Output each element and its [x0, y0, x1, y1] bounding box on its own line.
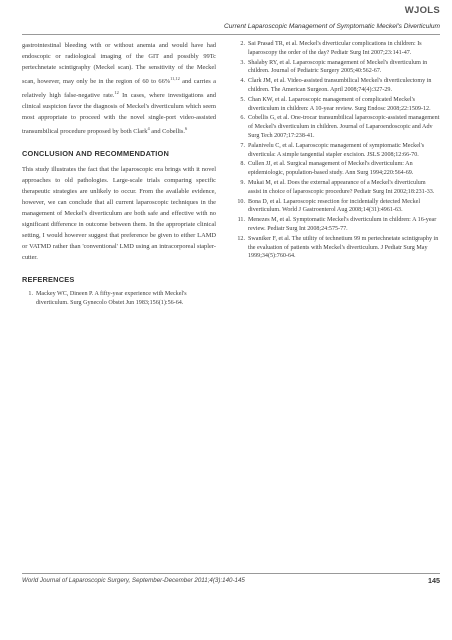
reference-item: 3. Shalaby RY, et al. Laparoscopic management of Meckel's diverticulum in children. Journal of Pediatric Surgery 2005;40:562-67. — [240, 59, 428, 75]
left-column — [22, 40, 216, 309]
journal-logo: WJOLS — [404, 5, 440, 16]
intro-paragraph: gastrointestinal bleeding with or without anemia and would have had endoscopic or radiological imaging of the GIT and possibly 99Tc pertechnetate scintigraphy (Meckel scan). The sensitivity of the Meckel scan, however, may only be in the region of 60 to 66%$^{11,12}$ and carries a relatively high false-negative rate.$^{12}$ In cases, where investigations and clinical suspicion favor the diagnosis of Meckel's diverticulum which seem most appropriate to proceed with the novel single-port video-assisted transumbilical procedure proposed by both Clark$^4$ and Cobellis.$^6$ — [22, 42, 216, 136]
reference-item: 4. Clark JM, et al. Video-assisted transumbilical Meckel's diverticulectomy in children. The American Surgeon. April 2008;74(4):327-29. — [240, 78, 432, 93]
reference-item: 8. Cullen JJ, et al. Surgical management of Meckel's diverticulum: An epidemiologic, population-based study. Ann Surg 1994;220:564-69. — [240, 161, 414, 177]
footer-divider — [22, 573, 440, 574]
right-column — [234, 40, 440, 262]
footer-journal-citation: World Journal of Laparoscopic Surgery, September-December 2011;4(3):140-145 — [22, 577, 245, 584]
references-heading: REFERENCES — [22, 275, 75, 285]
reference-item: 10. Bona D, et al. Laparoscopic resection for incidentally detected Meckel diverticulum. World J Gastroenterol Aug 2008;14(31):4961-63. — [237, 198, 421, 214]
running-head: Current Laparoscopic Management of Symptomatic Meckel's Diverticulum — [223, 23, 440, 30]
conclusion-paragraph: This study illustrates the fact that the laparoscopic era brings with it novel approaches to old pathologies. Large-scale trials comparing specific therapeutic strategies are unlikely to occur. From the available evidence, however, we can conclude that all current laparoscopic techniques in the management of Meckel's diverticulum are both safe and effective with no significant difference in outcome between them. In the appropriate clinical setting, I would however suggest that preference be given to either LAMD or VATMD rather than 'conventional' LMD using an intracorporeal stapler-cutter. — [22, 166, 216, 262]
conclusion-heading: CONCLUSION AND RECOMMENDATION — [22, 149, 170, 159]
reference-item: 9. Mukai M, et al. Does the external appearance of a Meckel's diverticulum assist in choice of laparoscopic procedure? Pediatr Surg Int 2002;18:231-33. — [240, 179, 435, 195]
reference-item: 2. Sai Prasad TR, et al. Meckel's diverticular complications in children: Is laparoscopy the order of the day? Pediatr Surg Int 2007;23:141-47. — [240, 41, 422, 56]
reference-item: 7. Palanivelu C, et al. Laparoscopic management of symptomatic Meckel's diverticula: A simple tangential stapler excision. JSLS 2008;12:66-70. — [240, 142, 425, 158]
reference-item: 1. Mackey WC, Dineen P. A fifty-year experience with Meckel's diverticulum. Surg Gynecolo Obstet Jun 1983;156(1):56-64. — [28, 291, 187, 307]
header-divider — [22, 34, 440, 35]
reference-item: 6. Cobellis G, et al. One-trocar transumbilical laparoscopic-assisted management of Meckel's diverticulum in children. Journal of Laparoendoscopic and Adv Surg Tech 2007;17:238-41. — [240, 115, 440, 139]
reference-item: 11. Menezes M, et al. Symptomatic Meckel's diverticulum in children: A 16-year review. Pediatr Surg Int 2008;24:575-77. — [237, 217, 437, 232]
page-number: 145 — [428, 576, 440, 585]
reference-item: 5. Chan KW, et al. Laparoscopic management of complicated Meckel's diverticulum in children: A 10-year review. Surg Endosc 2008;22:1509-12. — [240, 96, 431, 112]
reference-item: 12. Swaniker F, et al. The utility of technetium 99 m pertechnetate scintigraphy in the evaluation of patients with Meckel's diverticulum. J Pediatr Surg May 1999;34(5):760-64. — [237, 235, 439, 260]
